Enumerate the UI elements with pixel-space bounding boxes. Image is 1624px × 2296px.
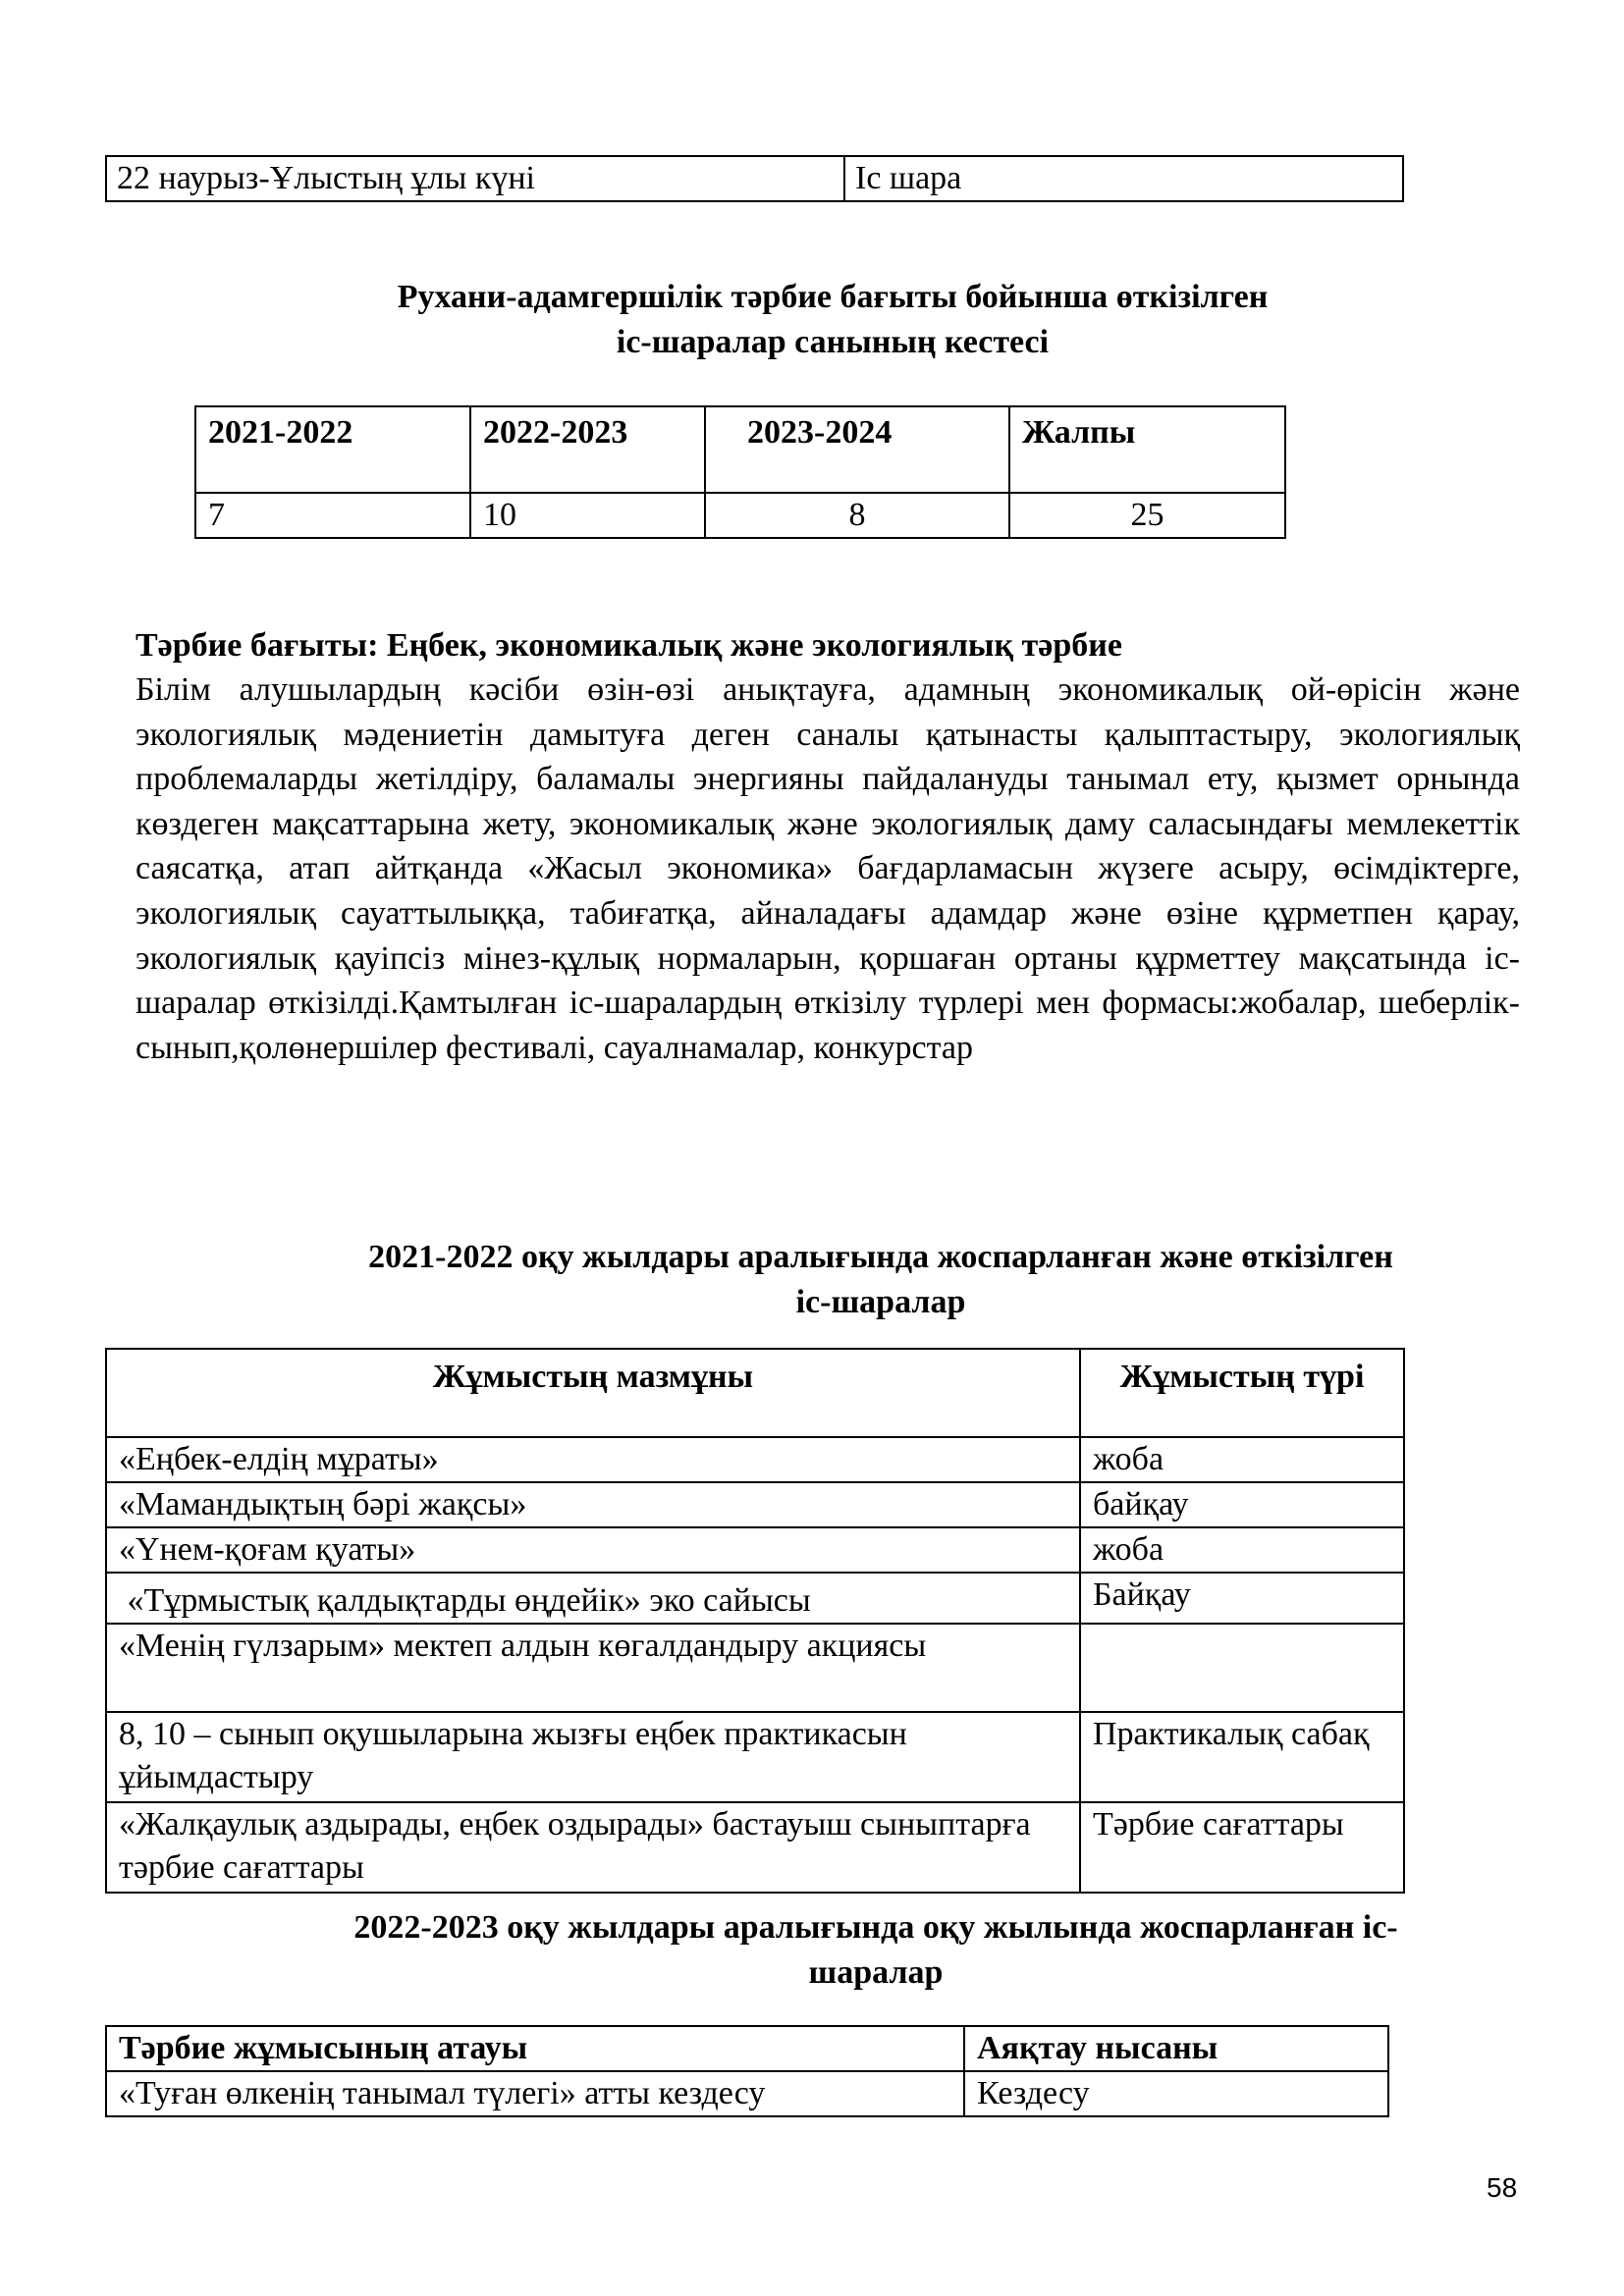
table-header-row	[195, 406, 1285, 493]
events-2021-title-line2: іс-шаралар	[795, 1284, 966, 1320]
table-cell: «Менің гүлзарым» мектеп алдын көгалдандыру акциясы	[106, 1624, 1080, 1712]
events-2022-title-line1: 2022-2023 оқу жылдары аралығында оқу жылында жоспарланған іс-	[353, 1909, 1398, 1946]
table-cell: «Мамандықтың бәрі жақсы»	[106, 1482, 1080, 1527]
spiritual-title-line1: Рухани-адамгершілік тәрбие бағыты бойынша өткізілген	[397, 279, 1269, 315]
table-cell: байқау	[1080, 1482, 1404, 1527]
header-cell: Тәрбие жұмысының атауы	[106, 2026, 964, 2071]
events-2022-table	[105, 2025, 1389, 2117]
events-2021-table	[105, 1348, 1405, 1894]
header-cell: 2023-2024	[705, 406, 1009, 493]
header-cell: Аяқтау нысаны	[964, 2026, 1388, 2071]
spiritual-count-table	[194, 405, 1286, 539]
value-cell: 7	[195, 493, 470, 538]
page-number: 58	[1487, 2172, 1518, 2203]
table-cell: Іс шара	[844, 156, 1403, 201]
table-row	[106, 1527, 1404, 1573]
table-header-row	[106, 2026, 1388, 2071]
header-cell: 2022-2023	[470, 406, 705, 493]
table-cell: Тәрбие сағаттары	[1080, 1802, 1404, 1893]
table-cell: Практикалық сабақ	[1080, 1712, 1404, 1802]
header-cell: Жұмыстың мазмұны	[106, 1349, 1080, 1437]
table-cell: 8, 10 – сынып оқушыларына жызғы еңбек практикасын ұйымдастыру	[106, 1712, 1080, 1802]
table-cell: Кездесу	[964, 2071, 1388, 2116]
top-table	[105, 155, 1404, 202]
table-row	[106, 1437, 1404, 1482]
value-cell: 8	[705, 493, 1009, 538]
table-cell: «Үнем-қоғам қуаты»	[106, 1527, 1080, 1573]
section-heading: Тәрбие бағыты: Еңбек, экономикалық және экологиялық тәрбие	[135, 627, 1122, 664]
table-cell: «Туған өлкенің танымал түлегі» атты кездесу	[106, 2071, 964, 2116]
table-cell: жоба	[1080, 1527, 1404, 1573]
value-cell: 10	[470, 493, 705, 538]
table-cell	[1080, 1624, 1404, 1712]
value-cell: 25	[1009, 493, 1285, 538]
table-cell: 22 наурыз-Ұлыстың ұлы күні	[106, 156, 844, 201]
table-header-row	[106, 1349, 1404, 1437]
table-row	[106, 156, 1403, 201]
header-cell: Жұмыстың түрі	[1080, 1349, 1404, 1437]
table-cell: «Тұрмыстық қалдықтарды өңдейік» эко сайысы	[106, 1573, 1080, 1624]
table-row	[106, 1712, 1404, 1802]
section-paragraph: Білім алушылардың кәсіби өзін-өзі анықтауға, адамның экономикалық ой-өрісін және экологиялық мәдениетін дамытуға деген саналы қатынасты қалыптастыру, экологиялық проблемаларды жетілдіру, баламалы энергияны пайдалануды танымал ету, қызмет орнында көздеген мақсаттарына жету, экономикалық және экологиялық даму саласындағы мемлекеттік саясатқа, атап айтқанда «Жасыл экономика» бағдарламасын жүзеге асыру, өсімдіктерге, экологиялық сауаттылыққа, табиғатқа, айналадағы адамдар және өзіне құрметпен қарау, экологиялық қауіпсіз мінез-құлық нормаларын, қоршаған ортаны құрметтеу мақсатында іс-шаралар өткізілді.Қамтылған іс-шаралардың өткізілу түрлері мен формасы:жобалар, шеберлік-сынып,қолөнершілер фестивалі, сауалнамалар, конкурстар	[135, 671, 1520, 1066]
events-2021-title-line1: 2021-2022 оқу жылдары аралығында жоспарланған және өткізілген	[368, 1239, 1393, 1275]
table-row	[106, 1802, 1404, 1893]
table-row	[106, 1482, 1404, 1527]
table-row	[106, 1624, 1404, 1712]
table-row	[106, 1573, 1404, 1624]
table-cell: «Жалқаулық аздырады, еңбек оздырады» бастауыш сыныптарға тәрбие сағаттары	[106, 1802, 1080, 1893]
table-row	[195, 493, 1285, 538]
table-cell: жоба	[1080, 1437, 1404, 1482]
events-2022-title-line2: шаралар	[808, 1954, 944, 1991]
table-row	[106, 2071, 1388, 2116]
header-cell: 2021-2022	[195, 406, 470, 493]
table-cell: Байқау	[1080, 1573, 1404, 1624]
spiritual-title-line2: іс-шаралар санының кестесі	[616, 324, 1050, 360]
header-cell: Жалпы	[1009, 406, 1285, 493]
table-cell: «Еңбек-елдің мұраты»	[106, 1437, 1080, 1482]
